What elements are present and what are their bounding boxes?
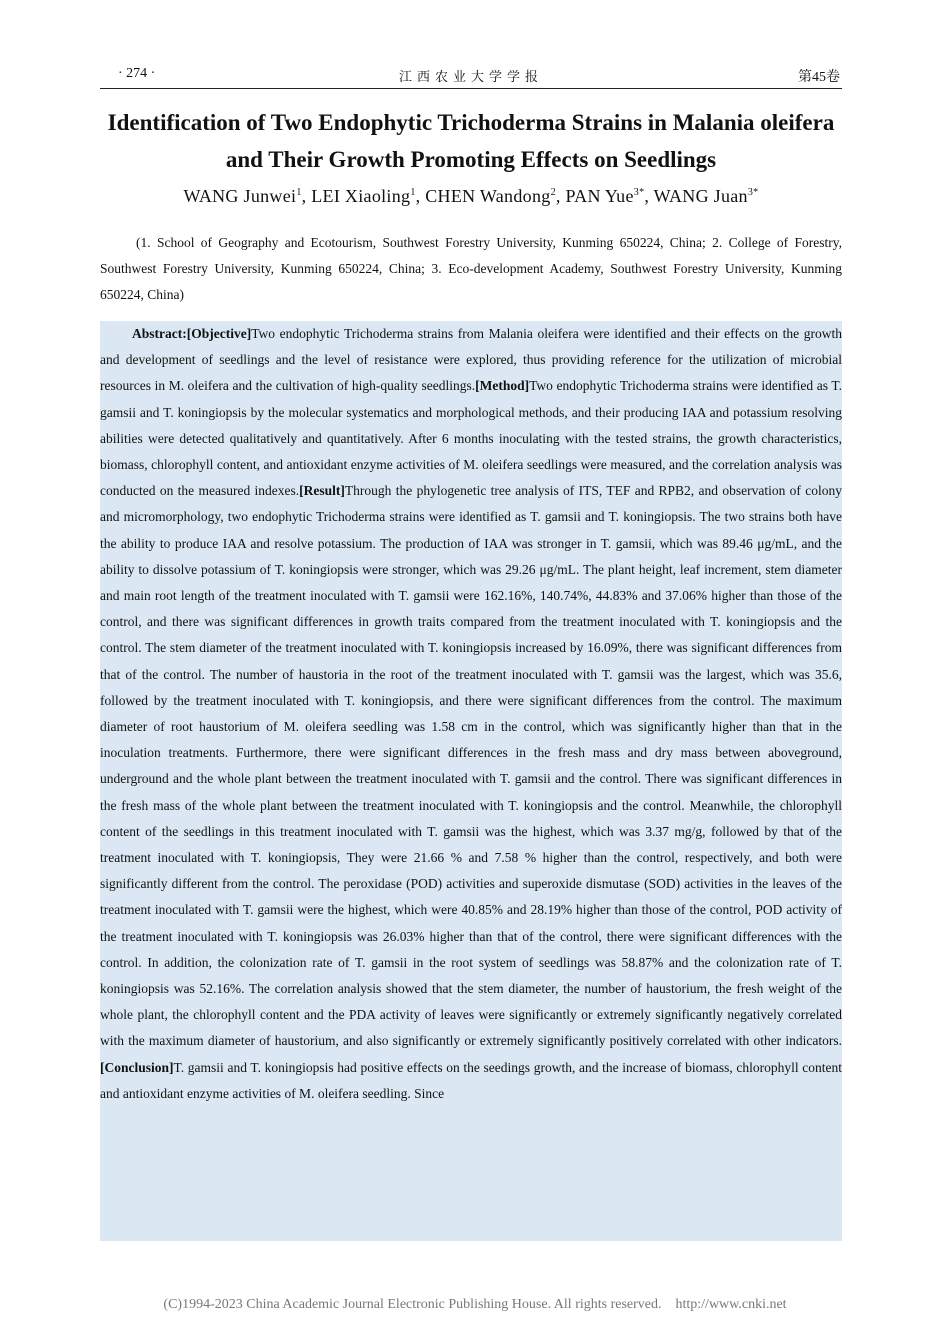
running-header: [100, 62, 842, 89]
page-number: · 274 ·: [118, 66, 156, 81]
result-text: Through the phylogenetic tree analysis of ITS, TEF and RPB2, and observation of colony and micromorphology, two endophytic Trichoderma strains were identified as T. gamsii and T. koningiopsis. The two strains both have the ability to produce IAA and resolve potassium. The production of IAA was stronger in T. gamsii, which was 89.46 μg/mL, and the ability to dissolve potassium of T. koningiopsis were stronger, which was 29.26 μg/mL. The plant height, leaf increment, stem diameter and main root length of the treatment inoculated with T. gamsii were 162.16%, 140.74%, 44.83% and 37.06% higher than those of the control, and there was significant differences in growth traits compared from the treatment inoculated with T. koningiopsis and the control. The stem diameter of the treatment inoculated with T. koningiopsis increased by 16.09%, there was significant differences from that of the control. The number of haustoria in the root of the treatment inoculated with T. gamsii was the largest, which was 35.6, followed by the treatment inoculated with T. koningiopsis, and there were significant differences from the control. The maximum diameter of root haustorium of M. oleifera seedling was 1.58 cm in the control, which was significantly higher than that in the inoculation treatments. Furthermore, there were significant differences in the fresh mass and dry mass between aboveground, underground and the whole plant between the treatment inoculated with T. gamsii and the control. There was significant differences in the fresh mass of the whole plant between the treatment inoculated with T. koningiopsis and the control. Meanwhile, the chlorophyll content of the seedlings in this treatment inoculated with T. gamsii was the highest, which was 3.37 mg/g, followed by that of the treatment inoculated with T. koningiopsis, They were 21.66 % and 7.58 % higher than the control, respectively, and both were significantly different from the control. The peroxidase (POD) activities and superoxide dismutase (SOD) activities in the leaves of the treatment inoculated with T. gamsii were the highest, which were 40.85% and 28.19% higher than those of the control, POD activity of the treatment inoculated with T. koningiopsis was 26.03% higher than that of the control, there were significant differences with the control. In addition, the colonization rate of T. gamsii in the root system of seedlings was 58.87% and the colonization rate of T. koningiopsis was 52.16%. The correlation analysis showed that the stem diameter, the number of haustorium, the fresh weight of the whole plant, the chlorophyll content and the PDA activity of leaves were significantly or extremely significantly negatively correlated with the maximum diameter of haustorium, and also significantly or extremely significantly positively correlated with other indicators.: [100, 483, 842, 1049]
abstract-text: [100, 321, 842, 1107]
abstract-label: Abstract:: [132, 326, 187, 341]
volume-label: 第45卷: [798, 70, 840, 85]
objective-label: [Objective]: [186, 326, 252, 341]
method-label: [Method]: [475, 378, 530, 394]
conclusion-label: [Conclusion]: [100, 1059, 174, 1075]
author-affiliation-mark: 3*: [633, 187, 645, 198]
author-affiliation-mark: 1: [296, 187, 302, 198]
affiliations: (1. School of Geography and Ecotourism, Southwest Forestry University, Kunming 650224, China; 2. College of Forestry, Southwest Forestry University, Kunming 650224, China; 3. Eco-development Academy, Southwest Forestry University, Kunming 650224, China): [100, 235, 842, 302]
author-affiliation-mark: 3*: [747, 187, 759, 198]
author: PAN Yue: [565, 186, 634, 206]
author-list: WANG Junwei$^1$, LEI Xiaoling$^1$, CHEN Wandong$^2$, PAN Yue$^{3*}$, WANG Juan$^{3*}$: [183, 186, 759, 206]
result-label: [Result]: [299, 483, 345, 499]
abstract-block: [100, 321, 842, 1241]
copyright-footer: (C)1994-2023 China Academic Journal Electronic Publishing House. All rights reserved. http://www.cnki.net: [163, 1297, 787, 1312]
conclusion-text: T. gamsii and T. koningiopsis had positive effects on the seedings growth, and the increase of biomass, chlorophyll content and antioxidant enzyme activities of M. oleifera seedling. Since: [100, 1059, 842, 1101]
journal-name: 江西农业大学学报: [398, 70, 543, 85]
author-affiliation-mark: 2: [550, 187, 556, 198]
author: LEI Xiaoling: [311, 186, 411, 206]
author: CHEN Wandong: [425, 186, 551, 206]
author: WANG Juan: [653, 186, 748, 206]
method-text: Two endophytic Trichoderma strains were identified as T. gamsii and T. koningiopsis by the molecular systematics and morphological methods, and their producing IAA and potassium resolving abilities were detected qualitatively and quantitatively. After 6 months inoculating with the tested strains, the growth characteristics, biomass, chlorophyll content, and antioxidant enzyme activities of M. oleifera seedlings were measured, and the correlation analysis was conducted on the measured indexes.: [100, 378, 842, 499]
author-affiliation-mark: 1: [410, 187, 416, 198]
objective-text: Two endophytic Trichoderma strains from Malania oleifera were identified and their effects on the growth and development of seedlings and the level of resistance were explored, thus providing reference for the utilization of microbial resources in M. oleifera and the cultivation of high-quality seedlings.: [100, 326, 842, 394]
paper-title: Identification of Two Endophytic Trichoderma Strains in Malania oleifera and Their Growth Promoting Effects on Seedlings: [107, 110, 835, 172]
author: WANG Junwei: [183, 186, 297, 206]
